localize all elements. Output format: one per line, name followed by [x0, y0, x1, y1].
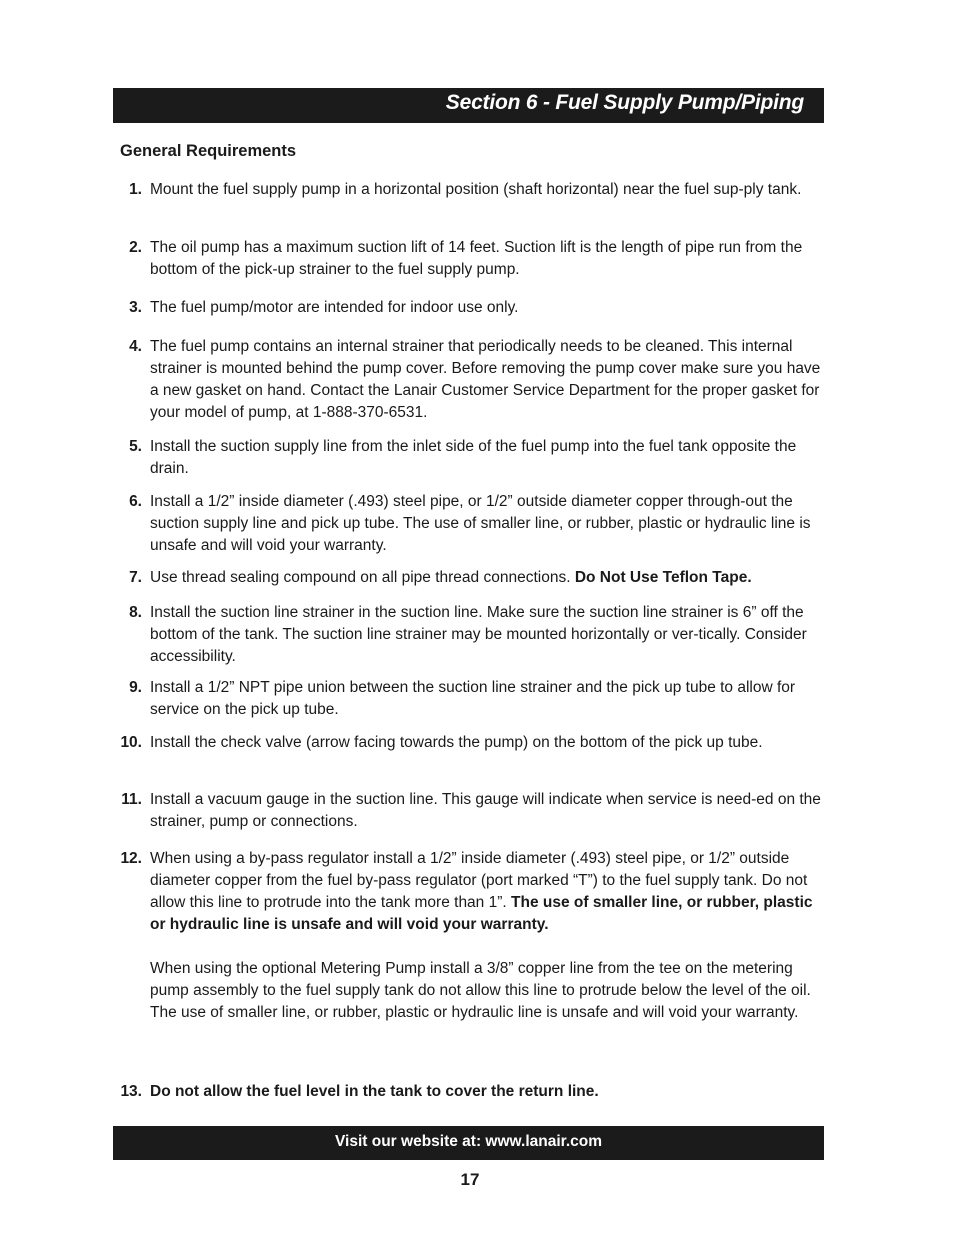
item-text: Install the suction line strainer in the suction line. Make sure the suction line strainer is 6” off the bottom of the tank. The suction line strainer may be mounted horizontally or ver-tically. Consider accessibility.	[150, 604, 807, 665]
item-bold-text: Do not allow the fuel level in the tank to cover the return line.	[150, 1083, 599, 1100]
item-number: 13.	[120, 1083, 142, 1100]
item-number: 12.	[120, 850, 142, 867]
item-number: 8.	[129, 604, 142, 621]
item-text: The fuel pump contains an internal strainer that periodically needs to be cleaned. This internal strainer is mounted behind the pump cover. Before removing the pump cover make sure you have a new gasket on hand. Contact the Lanair Customer Service Department for the proper gasket for your model of pump, at 1-888-370-6531.	[150, 338, 821, 421]
item-number: 11.	[121, 791, 142, 808]
item-text: When using a by-pass regulator install a 1/2” inside diameter (.493) steel pipe, or 1/2” outside diameter copper from the fuel by-pass regulator (port marked “T”) to the fuel supply tank. Do not allow this line to protrude into the tank more than 1”.	[150, 850, 808, 911]
item-text: Use thread sealing compound on all pipe thread connections.	[150, 569, 571, 586]
item-text: Install the suction supply line from the inlet side of the fuel pump into the fuel tank opposite the drain.	[150, 438, 797, 477]
item-text: Mount the fuel supply pump in a horizontal position (shaft horizontal) near the fuel sup-ply tank.	[150, 181, 802, 198]
item-number: 6.	[129, 493, 142, 510]
item-number: 5.	[129, 438, 142, 455]
item-text: The oil pump has a maximum suction lift of 14 feet. Suction lift is the length of pipe run from the bottom of the pick-up strainer to the fuel supply pump.	[150, 239, 803, 278]
item-text: The fuel pump/motor are intended for indoor use only.	[150, 299, 519, 316]
item-number: 3.	[129, 299, 142, 316]
item-text: Install a 1/2” inside diameter (.493) steel pipe, or 1/2” outside diameter copper through-out the suction supply line and pick up tube. The use of smaller line, or rubber, plastic or hydraulic line is unsafe and will void your warranty.	[150, 493, 811, 554]
item-number: 4.	[129, 338, 142, 355]
item-text: Install a vacuum gauge in the suction line. This gauge will indicate when service is need-ed on the strainer, pump or connections.	[150, 791, 821, 830]
item-bold-text: The use of smaller line, or rubber, plastic or hydraulic line is unsafe and will void your warranty.	[150, 894, 813, 933]
section-title: Section 6 - Fuel Supply Pump/Piping	[445, 91, 804, 114]
item-number: 10.	[120, 734, 142, 751]
item-bold-text: Do Not Use Teflon Tape.	[574, 569, 752, 586]
item-number: 1.	[129, 181, 142, 198]
item-text: Install the check valve (arrow facing towards the pump) on the bottom of the pick up tube.	[150, 734, 763, 751]
item-text: Install a 1/2” NPT pipe union between the suction line strainer and the pick up tube to allow for service on the pick up tube.	[150, 679, 796, 718]
section-header-bar	[113, 88, 824, 123]
item-number: 9.	[129, 679, 142, 696]
website-text: Visit our website at: www.lanair.com	[334, 1133, 603, 1150]
item-number: 2.	[129, 239, 142, 256]
footer-bar	[113, 1126, 824, 1160]
item-number: 7.	[129, 569, 142, 586]
page-number: 17	[460, 1170, 480, 1189]
item-extra-paragraph: When using the optional Metering Pump install a 3/8” copper line from the tee on the metering pump assembly to the fuel supply tank do not allow this line to protrude below the level of the oil. The use of smaller line, or rubber, plastic or hydraulic line is unsafe and will void your warranty.	[150, 960, 811, 1021]
general-requirements-heading: General Requirements	[120, 142, 297, 160]
